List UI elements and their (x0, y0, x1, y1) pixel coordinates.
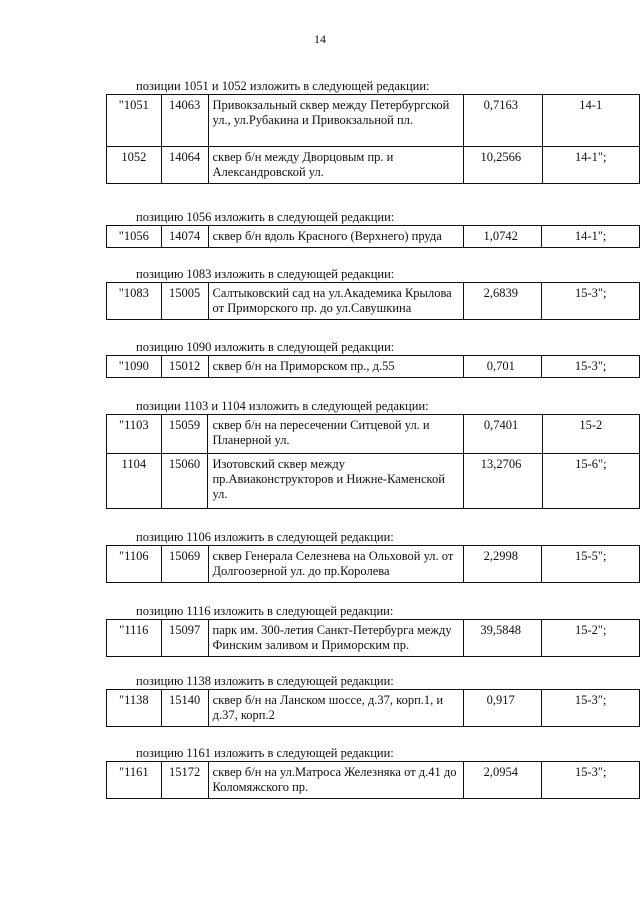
code-cell: 15097 (161, 620, 208, 657)
table-row (107, 762, 640, 799)
amendment-table (106, 355, 640, 378)
position-cell: 1052 (107, 147, 162, 184)
name-cell: сквер б/н вдоль Красного (Верхнего) пруда (208, 226, 463, 248)
zone-cell: 14-1"; (542, 226, 640, 248)
name-cell: сквер б/н на Приморском пр., д.55 (208, 356, 464, 378)
table-row (107, 356, 640, 378)
zone-cell: 15-3"; (542, 356, 640, 378)
amendment-table (106, 689, 640, 727)
page-number: 14 (314, 32, 326, 46)
area-cell: 0,701 (464, 356, 542, 378)
section-caption: позицию 1106 изложить в следующей редакции: (136, 530, 394, 544)
code-cell: 15060 (161, 454, 208, 509)
code-cell: 14064 (161, 147, 208, 184)
position-cell: "1116 (107, 620, 162, 657)
area-cell: 39,5848 (464, 620, 542, 657)
area-cell: 0,917 (464, 690, 542, 727)
section-caption: позиции 1103 и 1104 изложить в следующей редакции: (136, 399, 429, 413)
code-cell: 15012 (161, 356, 208, 378)
zone-cell: 14-1"; (542, 147, 640, 184)
section-caption: позицию 1090 изложить в следующей редакции: (136, 340, 395, 354)
area-cell: 10,2566 (464, 147, 542, 184)
code-cell: 15140 (161, 690, 208, 727)
table-row (107, 283, 640, 320)
name-cell: сквер б/н на пересечении Ситцевой ул. и Планерной ул. (208, 415, 464, 454)
table-row (107, 147, 640, 184)
section-caption: позицию 1083 изложить в следующей редакции: (136, 267, 395, 281)
table-row (107, 415, 640, 454)
section-caption: позицию 1138 изложить в следующей редакции: (136, 674, 394, 688)
name-cell: сквер б/н на Ланском шоссе, д.37, корп.1, и д.37, корп.2 (208, 690, 463, 727)
amendment-table (106, 94, 640, 184)
zone-cell: 14-1 (542, 95, 640, 147)
zone-cell: 15-3"; (542, 762, 640, 799)
area-cell: 0,7163 (464, 95, 542, 147)
section-caption: позиции 1051 и 1052 изложить в следующей редакции: (136, 79, 430, 93)
zone-cell: 15-2"; (542, 620, 640, 657)
code-cell: 14074 (161, 226, 208, 248)
amendment-table (106, 619, 640, 657)
table-row (107, 546, 640, 583)
position-cell: "1103 (107, 415, 162, 454)
area-cell: 1,0742 (464, 226, 542, 248)
amendment-table (106, 282, 640, 320)
table-row (107, 95, 640, 147)
amendment-table (106, 414, 640, 509)
name-cell: Привокзальный сквер между Петербургской ул., ул.Рубакина и Привокзальной пл. (208, 95, 464, 147)
amendment-table (106, 225, 640, 248)
position-cell: "1056 (107, 226, 162, 248)
code-cell: 14063 (161, 95, 208, 147)
zone-cell: 15-3"; (542, 690, 640, 727)
section-caption: позицию 1056 изложить в следующей редакции: (136, 210, 395, 224)
table-row (107, 454, 640, 509)
area-cell: 2,2998 (464, 546, 542, 583)
section-caption: позицию 1161 изложить в следующей редакции: (136, 746, 394, 760)
name-cell: парк им. 300-летия Санкт-Петербурга между Финским заливом и Приморским пр. (208, 620, 464, 657)
zone-cell: 15-6"; (542, 454, 639, 509)
zone-cell: 15-3"; (542, 283, 640, 320)
amendment-table (106, 545, 640, 583)
position-cell: "1161 (107, 762, 162, 799)
code-cell: 15059 (161, 415, 208, 454)
position-cell: "1083 (107, 283, 162, 320)
name-cell: Салтыковский сад на ул.Академика Крылова от Приморского пр. до ул.Савушкина (208, 283, 464, 320)
area-cell: 2,6839 (464, 283, 542, 320)
area-cell: 13,2706 (464, 454, 542, 509)
table-row (107, 226, 640, 248)
zone-cell: 15-2 (542, 415, 639, 454)
code-cell: 15069 (161, 546, 208, 583)
code-cell: 15172 (161, 762, 208, 799)
zone-cell: 15-5"; (542, 546, 640, 583)
position-cell: "1106 (107, 546, 162, 583)
area-cell: 0,7401 (464, 415, 542, 454)
area-cell: 2,0954 (464, 762, 542, 799)
name-cell: сквер б/н на ул.Матроса Железняка от д.41 до Коломяжского пр. (208, 762, 464, 799)
name-cell: сквер б/н между Дворцовым пр. и Александровской ул. (208, 147, 464, 184)
name-cell: Изотовский сквер между пр.Авиаконструкторов и Нижне-Каменской ул. (208, 454, 464, 509)
position-cell: "1138 (107, 690, 162, 727)
code-cell: 15005 (161, 283, 208, 320)
position-cell: "1090 (107, 356, 162, 378)
section-caption: позицию 1116 изложить в следующей редакции: (136, 604, 394, 618)
position-cell: 1104 (107, 454, 162, 509)
amendment-table (106, 761, 640, 799)
position-cell: "1051 (107, 95, 162, 147)
table-row (107, 690, 640, 727)
table-row (107, 620, 640, 657)
name-cell: сквер Генерала Селезнева на Ольховой ул. от Долгоозерной ул. до пр.Королева (208, 546, 464, 583)
